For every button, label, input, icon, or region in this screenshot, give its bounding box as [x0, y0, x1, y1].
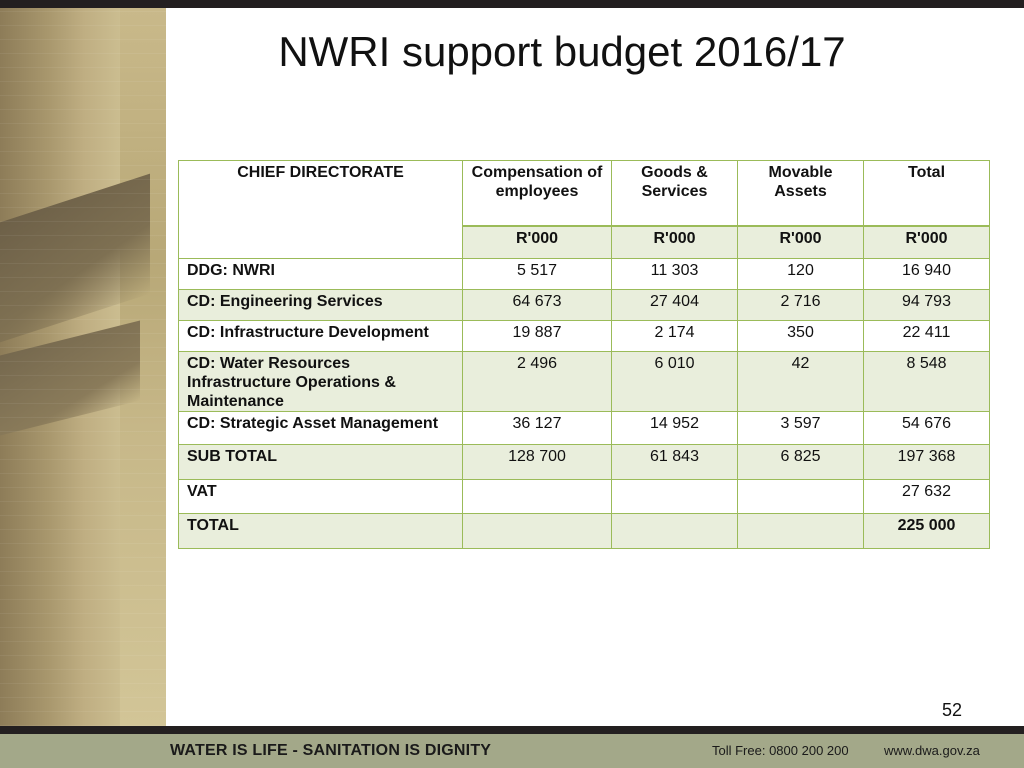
cell-movable-assets: 120	[738, 259, 864, 290]
cell-total: 22 411	[864, 321, 990, 352]
cell-total: 197 368	[864, 445, 990, 480]
row-label: CD: Strategic Asset Management	[179, 412, 463, 445]
cell-compensation: 19 887	[463, 321, 612, 352]
side-photo	[0, 8, 166, 726]
cell-compensation: 36 127	[463, 412, 612, 445]
table-row	[179, 321, 990, 352]
footer-bar	[0, 734, 1024, 768]
unit-total: R'000	[864, 226, 990, 259]
row-label: CD: Water Resources Infrastructure Operations & Maintenance	[179, 352, 463, 412]
cell-movable-assets	[738, 480, 864, 514]
unit-compensation: R'000	[463, 226, 612, 259]
cell-compensation: 2 496	[463, 352, 612, 412]
cell-total: 225 000	[864, 514, 990, 549]
cell-total: 8 548	[864, 352, 990, 412]
footer-dark-bar	[0, 726, 1024, 734]
cell-goods-services	[612, 514, 738, 549]
cell-goods-services: 6 010	[612, 352, 738, 412]
table-row	[179, 514, 990, 549]
row-label: SUB TOTAL	[179, 445, 463, 480]
cell-goods-services: 2 174	[612, 321, 738, 352]
cell-goods-services	[612, 480, 738, 514]
cell-movable-assets: 2 716	[738, 290, 864, 321]
header-compensation: Compensation of employees	[463, 161, 612, 226]
footer-website: www.dwa.gov.za	[884, 743, 980, 758]
cell-movable-assets: 6 825	[738, 445, 864, 480]
unit-movable-assets: R'000	[738, 226, 864, 259]
table-row	[179, 480, 990, 514]
header-goods-services: Goods & Services	[612, 161, 738, 226]
header-chief-directorate: CHIEF DIRECTORATE	[179, 161, 463, 259]
table-row	[179, 259, 990, 290]
cell-total: 54 676	[864, 412, 990, 445]
header-row	[179, 161, 990, 226]
cell-movable-assets	[738, 514, 864, 549]
cell-compensation	[463, 514, 612, 549]
cell-goods-services: 14 952	[612, 412, 738, 445]
cell-movable-assets: 42	[738, 352, 864, 412]
cell-goods-services: 11 303	[612, 259, 738, 290]
cell-goods-services: 27 404	[612, 290, 738, 321]
table-row	[179, 445, 990, 480]
unit-goods-services: R'000	[612, 226, 738, 259]
header-total: Total	[864, 161, 990, 226]
cell-total: 94 793	[864, 290, 990, 321]
cell-compensation: 128 700	[463, 445, 612, 480]
table-row	[179, 412, 990, 445]
row-label: CD: Engineering Services	[179, 290, 463, 321]
cell-movable-assets: 3 597	[738, 412, 864, 445]
cell-total: 27 632	[864, 480, 990, 514]
row-label: DDG: NWRI	[179, 259, 463, 290]
cell-goods-services: 61 843	[612, 445, 738, 480]
page-title: NWRI support budget 2016/17	[278, 28, 846, 75]
photo-texture	[0, 8, 166, 726]
row-label: VAT	[179, 480, 463, 514]
header-movable-assets: Movable Assets	[738, 161, 864, 226]
footer-toll-free: Toll Free: 0800 200 200	[712, 743, 849, 758]
cell-compensation	[463, 480, 612, 514]
row-label: TOTAL	[179, 514, 463, 549]
table-row	[179, 290, 990, 321]
footer-slogan: WATER IS LIFE - SANITATION IS DIGNITY	[170, 742, 492, 759]
top-bar	[0, 0, 1024, 8]
budget-table	[178, 160, 990, 549]
table-row	[179, 352, 990, 412]
cell-movable-assets: 350	[738, 321, 864, 352]
cell-compensation: 64 673	[463, 290, 612, 321]
page-number: 52	[941, 700, 963, 720]
cell-total: 16 940	[864, 259, 990, 290]
cell-compensation: 5 517	[463, 259, 612, 290]
row-label: CD: Infrastructure Development	[179, 321, 463, 352]
